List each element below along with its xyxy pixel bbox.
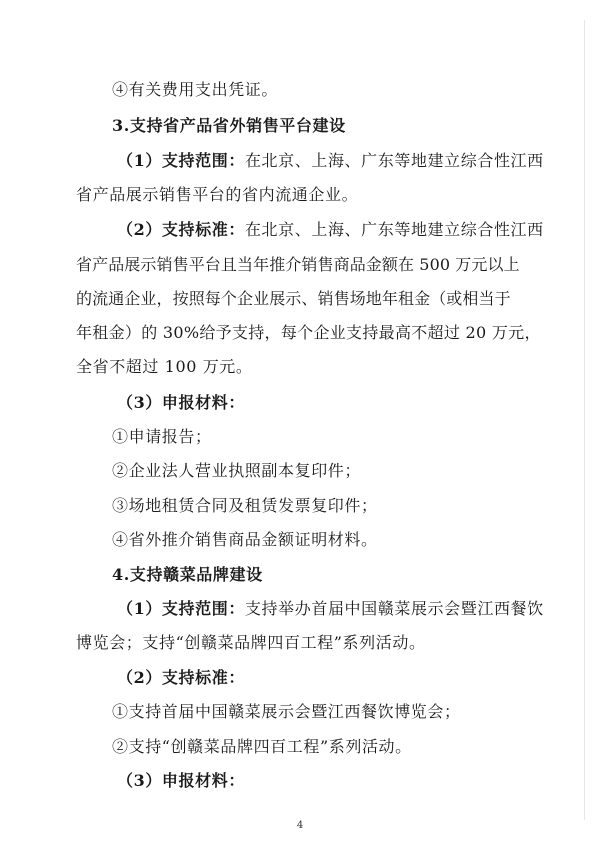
list-item: ②企业法人营业执照副本复印件； (112, 461, 362, 480)
list-item: ③场地租赁合同及租赁发票复印件； (112, 496, 378, 515)
section-heading-3: 3.支持省产品省外销售平台建设 (112, 116, 346, 135)
text-scope: 支持举办首届中国赣菜展示会暨江西餐饮 (244, 599, 544, 618)
label-scope: （1）支持范围： (117, 151, 245, 170)
paragraph-scope-4 (117, 599, 544, 619)
scan-edge (584, 20, 585, 820)
paragraph-line: 省产品展示销售平台的省内流通企业。 (76, 185, 359, 204)
page-number: 4 (296, 820, 304, 831)
text-scope: 在北京、上海、广东等地建立综合性江西 (244, 151, 544, 170)
list-item: ④省外推介销售商品金额证明材料。 (112, 530, 378, 549)
label-standard-4: （2）支持标准： (117, 668, 245, 687)
paragraph-line: 博览会；支持“创赣菜品牌四百工程”系列活动。 (76, 633, 426, 652)
label-materials-3: （3）申报材料： (117, 393, 245, 412)
paragraph-line: 全省不超过 100 万元。 (76, 357, 253, 376)
section-heading-4: 4.支持赣菜品牌建设 (112, 565, 263, 584)
text-standard: 在北京、上海、广东等地建立综合性江西 (244, 220, 544, 239)
paragraph-line: 年租金）的 30%给予支持，每个企业支持最高不超过 20 万元， (76, 323, 541, 342)
paragraph-line: 省产品展示销售平台且当年推介销售商品金额在 500 万元以上 (76, 255, 520, 274)
paragraph-standard-3 (117, 220, 544, 240)
list-item: ①申请报告； (112, 427, 212, 446)
label-materials-4: （3）申报材料： (117, 771, 245, 790)
item-expense-vouchers: ④有关费用支出凭证。 (112, 80, 279, 99)
label-scope: （1）支持范围： (117, 599, 245, 618)
label-standard: （2）支持标准： (117, 220, 245, 239)
paragraph-line: 的流通企业，按照每个企业展示、销售场地年租金（或相当于 (76, 289, 511, 308)
list-item: ②支持“创赣菜品牌四百工程”系列活动。 (112, 737, 412, 756)
list-item: ①支持首届中国赣菜展示会暨江西餐饮博览会； (112, 702, 461, 721)
paragraph-scope-3 (117, 151, 544, 171)
